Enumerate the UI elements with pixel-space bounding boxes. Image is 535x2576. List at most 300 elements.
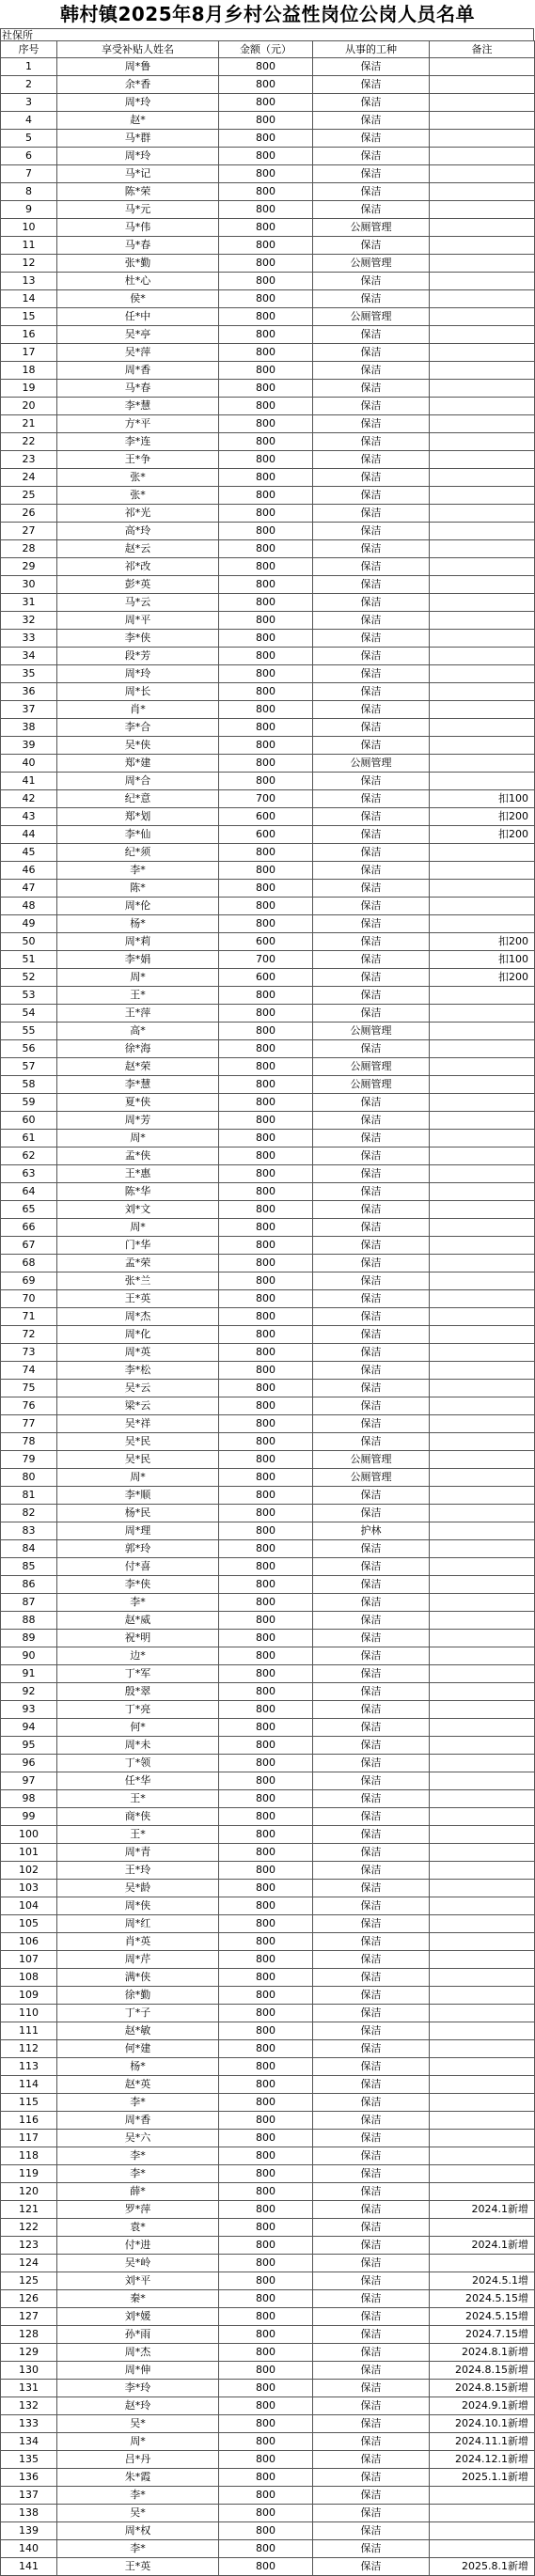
cell-note: 2024.7.15增 bbox=[430, 2326, 535, 2344]
cell-index: 25 bbox=[1, 487, 57, 505]
table-row bbox=[1, 1897, 535, 1915]
cell-note: 2024.1新增 bbox=[430, 2237, 535, 2255]
cell-note bbox=[430, 1487, 535, 1505]
cell-name: 丁*子 bbox=[57, 2005, 219, 2022]
cell-amount: 800 bbox=[219, 576, 313, 594]
cell-name: 赵*威 bbox=[57, 1612, 219, 1630]
cell-name: 李* bbox=[57, 2540, 219, 2558]
cell-amount: 800 bbox=[219, 1540, 313, 1558]
cell-job: 保洁 bbox=[313, 2076, 430, 2094]
cell-job: 保洁 bbox=[313, 612, 430, 630]
cell-job: 保洁 bbox=[313, 2040, 430, 2058]
table-row bbox=[1, 2040, 535, 2058]
cell-index: 33 bbox=[1, 630, 57, 648]
cell-name: 赵*敏 bbox=[57, 2022, 219, 2040]
cell-name: 周*莉 bbox=[57, 933, 219, 951]
cell-amount: 800 bbox=[219, 1808, 313, 1826]
cell-job: 保洁 bbox=[313, 1772, 430, 1790]
cell-name: 何* bbox=[57, 1719, 219, 1737]
cell-amount: 800 bbox=[219, 1362, 313, 1380]
table-row bbox=[1, 1023, 535, 1040]
table-row bbox=[1, 2237, 535, 2255]
cell-job: 公厕管理 bbox=[313, 1469, 430, 1487]
cell-note bbox=[430, 665, 535, 683]
cell-job: 保洁 bbox=[313, 2451, 430, 2469]
table-row bbox=[1, 326, 535, 344]
table-body bbox=[1, 58, 535, 2576]
cell-job: 保洁 bbox=[313, 1219, 430, 1237]
cell-amount: 800 bbox=[219, 773, 313, 790]
cell-job: 保洁 bbox=[313, 487, 430, 505]
cell-index: 103 bbox=[1, 1880, 57, 1897]
cell-index: 9 bbox=[1, 201, 57, 219]
cell-job: 保洁 bbox=[313, 1576, 430, 1594]
cell-job: 保洁 bbox=[313, 1505, 430, 1522]
cell-index: 114 bbox=[1, 2076, 57, 2094]
cell-job: 公厕管理 bbox=[313, 308, 430, 326]
table-row bbox=[1, 2183, 535, 2201]
cell-note bbox=[430, 1808, 535, 1826]
cell-index: 117 bbox=[1, 2130, 57, 2147]
cell-amount: 800 bbox=[219, 130, 313, 148]
table-row bbox=[1, 2147, 535, 2165]
cell-amount: 800 bbox=[219, 2344, 313, 2362]
cell-name: 周*芳 bbox=[57, 1112, 219, 1130]
cell-note bbox=[430, 1023, 535, 1040]
cell-name: 周*香 bbox=[57, 362, 219, 380]
cell-amount: 800 bbox=[219, 362, 313, 380]
cell-name: 段*芳 bbox=[57, 648, 219, 665]
table-row bbox=[1, 2308, 535, 2326]
cell-amount: 800 bbox=[219, 1683, 313, 1701]
cell-note bbox=[430, 451, 535, 469]
cell-note: 2024.12.1新增 bbox=[430, 2451, 535, 2469]
cell-job: 保洁 bbox=[313, 630, 430, 648]
cell-job: 保洁 bbox=[313, 183, 430, 201]
cell-amount: 800 bbox=[219, 2219, 313, 2237]
cell-name: 吴*祥 bbox=[57, 1415, 219, 1433]
cell-name: 吴*侠 bbox=[57, 737, 219, 755]
cell-note bbox=[430, 1058, 535, 1076]
cell-note bbox=[430, 737, 535, 755]
table-row bbox=[1, 1201, 535, 1219]
cell-index: 44 bbox=[1, 826, 57, 844]
table-row bbox=[1, 1272, 535, 1290]
cell-name: 吴*民 bbox=[57, 1433, 219, 1451]
cell-index: 41 bbox=[1, 773, 57, 790]
table-row bbox=[1, 1790, 535, 1808]
table-row bbox=[1, 1755, 535, 1772]
table-row bbox=[1, 76, 535, 94]
table-row bbox=[1, 362, 535, 380]
cell-index: 72 bbox=[1, 1326, 57, 1344]
cell-note bbox=[430, 237, 535, 255]
cell-amount: 800 bbox=[219, 1183, 313, 1201]
cell-name: 周*侠 bbox=[57, 1897, 219, 1915]
cell-index: 6 bbox=[1, 148, 57, 165]
table-row bbox=[1, 1344, 535, 1362]
cell-name: 周* bbox=[57, 1469, 219, 1487]
cell-index: 49 bbox=[1, 915, 57, 933]
cell-job: 保洁 bbox=[313, 1594, 430, 1612]
cell-index: 54 bbox=[1, 1005, 57, 1023]
header-job: 从事的工种 bbox=[313, 41, 430, 58]
cell-name: 任*华 bbox=[57, 1772, 219, 1790]
cell-note: 扣200 bbox=[430, 933, 535, 951]
cell-name: 周*理 bbox=[57, 1522, 219, 1540]
header-index: 序号 bbox=[1, 41, 57, 58]
cell-name: 郭*玲 bbox=[57, 1540, 219, 1558]
cell-amount: 800 bbox=[219, 2326, 313, 2344]
cell-amount: 800 bbox=[219, 1451, 313, 1469]
cell-note bbox=[430, 2183, 535, 2201]
cell-note: 2025.1.1新增 bbox=[430, 2469, 535, 2487]
cell-note bbox=[430, 344, 535, 362]
cell-job: 保洁 bbox=[313, 1862, 430, 1880]
cell-index: 113 bbox=[1, 2058, 57, 2076]
cell-amount: 800 bbox=[219, 523, 313, 540]
cell-job: 保洁 bbox=[313, 594, 430, 612]
cell-note bbox=[430, 2505, 535, 2522]
cell-index: 90 bbox=[1, 1647, 57, 1665]
cell-job: 保洁 bbox=[313, 380, 430, 398]
cell-name: 王* bbox=[57, 987, 219, 1005]
table-row bbox=[1, 1862, 535, 1880]
cell-amount: 800 bbox=[219, 755, 313, 773]
table-row bbox=[1, 1522, 535, 1540]
cell-note bbox=[430, 1397, 535, 1415]
cell-index: 100 bbox=[1, 1826, 57, 1844]
table-row bbox=[1, 1576, 535, 1594]
cell-index: 108 bbox=[1, 1969, 57, 1987]
cell-amount: 800 bbox=[219, 719, 313, 737]
cell-name: 周*红 bbox=[57, 1915, 219, 1933]
cell-name: 赵*玲 bbox=[57, 2397, 219, 2415]
cell-job: 保洁 bbox=[313, 1951, 430, 1969]
cell-amount: 800 bbox=[219, 1933, 313, 1951]
cell-name: 周*伦 bbox=[57, 898, 219, 915]
cell-note bbox=[430, 94, 535, 112]
cell-name: 高*玲 bbox=[57, 523, 219, 540]
cell-name: 刘*平 bbox=[57, 2272, 219, 2290]
cell-note bbox=[430, 1540, 535, 1558]
cell-note bbox=[430, 1790, 535, 1808]
cell-index: 133 bbox=[1, 2415, 57, 2433]
cell-note bbox=[430, 2147, 535, 2165]
table-row bbox=[1, 1076, 535, 1094]
cell-name: 周*鲁 bbox=[57, 58, 219, 76]
cell-amount: 800 bbox=[219, 1755, 313, 1772]
cell-name: 马*记 bbox=[57, 165, 219, 183]
cell-index: 46 bbox=[1, 862, 57, 880]
cell-name: 张* bbox=[57, 469, 219, 487]
cell-index: 119 bbox=[1, 2165, 57, 2183]
cell-job: 公厕管理 bbox=[313, 755, 430, 773]
cell-amount: 800 bbox=[219, 1844, 313, 1862]
cell-index: 136 bbox=[1, 2469, 57, 2487]
cell-index: 40 bbox=[1, 755, 57, 773]
cell-amount: 800 bbox=[219, 2165, 313, 2183]
cell-note bbox=[430, 2022, 535, 2040]
cell-job: 保洁 bbox=[313, 969, 430, 987]
cell-note bbox=[430, 862, 535, 880]
cell-amount: 800 bbox=[219, 1237, 313, 1255]
cell-job: 保洁 bbox=[313, 344, 430, 362]
table-row bbox=[1, 1737, 535, 1755]
cell-job: 保洁 bbox=[313, 1130, 430, 1147]
cell-index: 80 bbox=[1, 1469, 57, 1487]
cell-note bbox=[430, 844, 535, 862]
cell-note: 2024.5.15增 bbox=[430, 2308, 535, 2326]
cell-job: 保洁 bbox=[313, 1826, 430, 1844]
cell-index: 74 bbox=[1, 1362, 57, 1380]
cell-note bbox=[430, 987, 535, 1005]
cell-index: 109 bbox=[1, 1987, 57, 2005]
cell-index: 106 bbox=[1, 1933, 57, 1951]
cell-amount: 800 bbox=[219, 2058, 313, 2076]
cell-amount: 800 bbox=[219, 290, 313, 308]
table-row bbox=[1, 1183, 535, 1201]
cell-index: 1 bbox=[1, 58, 57, 76]
cell-index: 131 bbox=[1, 2380, 57, 2397]
table-row bbox=[1, 2130, 535, 2147]
cell-job: 保洁 bbox=[313, 1683, 430, 1701]
table-row bbox=[1, 1219, 535, 1237]
cell-job: 保洁 bbox=[313, 523, 430, 540]
cell-name: 周*香 bbox=[57, 2112, 219, 2130]
cell-name: 周*英 bbox=[57, 1344, 219, 1362]
table-row bbox=[1, 451, 535, 469]
cell-name: 郑*建 bbox=[57, 755, 219, 773]
cell-job: 保洁 bbox=[313, 987, 430, 1005]
cell-job: 公厕管理 bbox=[313, 1023, 430, 1040]
cell-name: 马*群 bbox=[57, 130, 219, 148]
cell-amount: 800 bbox=[219, 1076, 313, 1094]
cell-amount: 800 bbox=[219, 2487, 313, 2505]
cell-job: 保洁 bbox=[313, 2165, 430, 2183]
cell-amount: 800 bbox=[219, 398, 313, 415]
cell-job: 保洁 bbox=[313, 1147, 430, 1165]
table-row bbox=[1, 2344, 535, 2362]
cell-job: 保洁 bbox=[313, 1755, 430, 1772]
cell-index: 19 bbox=[1, 380, 57, 398]
table-row bbox=[1, 2469, 535, 2487]
table-row bbox=[1, 987, 535, 1005]
cell-amount: 800 bbox=[219, 1344, 313, 1362]
table-row bbox=[1, 2290, 535, 2308]
cell-note bbox=[430, 2094, 535, 2112]
cell-amount: 800 bbox=[219, 219, 313, 237]
cell-amount: 800 bbox=[219, 2397, 313, 2415]
cell-name: 纪*意 bbox=[57, 790, 219, 808]
cell-job: 保洁 bbox=[313, 665, 430, 683]
cell-note bbox=[430, 773, 535, 790]
cell-index: 104 bbox=[1, 1897, 57, 1915]
table-row bbox=[1, 505, 535, 523]
cell-note bbox=[430, 1326, 535, 1344]
cell-amount: 800 bbox=[219, 1951, 313, 1969]
cell-name: 陈*荣 bbox=[57, 183, 219, 201]
cell-amount: 800 bbox=[219, 433, 313, 451]
cell-note bbox=[430, 1201, 535, 1219]
cell-note bbox=[430, 683, 535, 701]
cell-job: 保洁 bbox=[313, 844, 430, 862]
cell-job: 保洁 bbox=[313, 2558, 430, 2576]
cell-note bbox=[430, 1219, 535, 1237]
cell-name: 祁*改 bbox=[57, 558, 219, 576]
cell-name: 周* bbox=[57, 2433, 219, 2451]
table-row bbox=[1, 1612, 535, 1630]
cell-job: 保洁 bbox=[313, 1380, 430, 1397]
cell-amount: 800 bbox=[219, 1023, 313, 1040]
cell-job: 保洁 bbox=[313, 826, 430, 844]
cell-note bbox=[430, 915, 535, 933]
cell-amount: 800 bbox=[219, 1772, 313, 1790]
cell-name: 李*合 bbox=[57, 719, 219, 737]
cell-name: 李*侠 bbox=[57, 630, 219, 648]
table-row bbox=[1, 701, 535, 719]
cell-note bbox=[430, 273, 535, 290]
cell-job: 保洁 bbox=[313, 2255, 430, 2272]
cell-job: 保洁 bbox=[313, 737, 430, 755]
cell-note bbox=[430, 1183, 535, 1201]
cell-name: 李* bbox=[57, 2094, 219, 2112]
cell-amount: 800 bbox=[219, 1647, 313, 1665]
cell-job: 保洁 bbox=[313, 2219, 430, 2237]
table-row bbox=[1, 1147, 535, 1165]
cell-note bbox=[430, 1630, 535, 1647]
cell-amount: 800 bbox=[219, 2362, 313, 2380]
cell-note bbox=[430, 1612, 535, 1630]
cell-note bbox=[430, 576, 535, 594]
table-row bbox=[1, 1880, 535, 1897]
cell-job: 保洁 bbox=[313, 1183, 430, 1201]
cell-index: 57 bbox=[1, 1058, 57, 1076]
cell-job: 公厕管理 bbox=[313, 1076, 430, 1094]
cell-index: 123 bbox=[1, 2237, 57, 2255]
cell-note bbox=[430, 1165, 535, 1183]
cell-index: 56 bbox=[1, 1040, 57, 1058]
cell-index: 77 bbox=[1, 1415, 57, 1433]
cell-name: 吴* bbox=[57, 2415, 219, 2433]
cell-note bbox=[430, 630, 535, 648]
table-row bbox=[1, 344, 535, 362]
cell-amount: 700 bbox=[219, 951, 313, 969]
cell-job: 保洁 bbox=[313, 2505, 430, 2522]
table-row bbox=[1, 1326, 535, 1344]
cell-job: 护林 bbox=[313, 1522, 430, 1540]
cell-amount: 800 bbox=[219, 2094, 313, 2112]
table-row bbox=[1, 415, 535, 433]
cell-amount: 800 bbox=[219, 1701, 313, 1719]
table-row bbox=[1, 2540, 535, 2558]
cell-job: 保洁 bbox=[313, 1612, 430, 1630]
cell-amount: 800 bbox=[219, 2147, 313, 2165]
cell-amount: 800 bbox=[219, 1040, 313, 1058]
table-row bbox=[1, 1987, 535, 2005]
cell-index: 79 bbox=[1, 1451, 57, 1469]
table-row bbox=[1, 1772, 535, 1790]
table-row bbox=[1, 469, 535, 487]
cell-index: 70 bbox=[1, 1290, 57, 1308]
cell-note bbox=[430, 433, 535, 451]
cell-amount: 800 bbox=[219, 1380, 313, 1397]
cell-job: 保洁 bbox=[313, 1237, 430, 1255]
cell-note bbox=[430, 219, 535, 237]
cell-job: 保洁 bbox=[313, 1647, 430, 1665]
table-row bbox=[1, 773, 535, 790]
table-row bbox=[1, 2326, 535, 2344]
cell-amount: 800 bbox=[219, 1897, 313, 1915]
cell-name: 周*杰 bbox=[57, 1308, 219, 1326]
cell-amount: 800 bbox=[219, 1326, 313, 1344]
table-row bbox=[1, 648, 535, 665]
cell-note bbox=[430, 540, 535, 558]
cell-index: 84 bbox=[1, 1540, 57, 1558]
cell-amount: 800 bbox=[219, 1630, 313, 1647]
cell-index: 125 bbox=[1, 2272, 57, 2290]
table-row bbox=[1, 1808, 535, 1826]
header-name: 享受补贴人姓名 bbox=[57, 41, 219, 58]
table-row bbox=[1, 1094, 535, 1112]
table-row bbox=[1, 290, 535, 308]
table-row bbox=[1, 1683, 535, 1701]
cell-amount: 800 bbox=[219, 1112, 313, 1130]
cell-index: 135 bbox=[1, 2451, 57, 2469]
cell-name: 祝*明 bbox=[57, 1630, 219, 1647]
cell-amount: 800 bbox=[219, 2112, 313, 2130]
cell-job: 保洁 bbox=[313, 2380, 430, 2397]
cell-job: 保洁 bbox=[313, 505, 430, 523]
cell-amount: 800 bbox=[219, 987, 313, 1005]
table-row bbox=[1, 1558, 535, 1576]
table-row bbox=[1, 1237, 535, 1255]
cell-index: 111 bbox=[1, 2022, 57, 2040]
cell-note bbox=[430, 1005, 535, 1023]
table-row bbox=[1, 1665, 535, 1683]
cell-job: 保洁 bbox=[313, 701, 430, 719]
table-row bbox=[1, 2094, 535, 2112]
cell-amount: 800 bbox=[219, 2558, 313, 2576]
cell-name: 李*玲 bbox=[57, 2380, 219, 2397]
cell-index: 29 bbox=[1, 558, 57, 576]
cell-name: 丁*领 bbox=[57, 1755, 219, 1772]
cell-index: 53 bbox=[1, 987, 57, 1005]
cell-index: 23 bbox=[1, 451, 57, 469]
cell-amount: 800 bbox=[219, 1415, 313, 1433]
table-row bbox=[1, 487, 535, 505]
table-row bbox=[1, 1415, 535, 1433]
cell-job: 保洁 bbox=[313, 1415, 430, 1433]
table-row bbox=[1, 719, 535, 737]
cell-index: 63 bbox=[1, 1165, 57, 1183]
cell-index: 86 bbox=[1, 1576, 57, 1594]
table-row bbox=[1, 2255, 535, 2272]
cell-name: 李*娟 bbox=[57, 951, 219, 969]
cell-name: 王*英 bbox=[57, 2558, 219, 2576]
table-row bbox=[1, 1915, 535, 1933]
cell-note bbox=[430, 1594, 535, 1612]
cell-amount: 800 bbox=[219, 1915, 313, 1933]
cell-job: 保洁 bbox=[313, 1790, 430, 1808]
cell-job: 保洁 bbox=[313, 469, 430, 487]
cell-index: 28 bbox=[1, 540, 57, 558]
cell-amount: 800 bbox=[219, 183, 313, 201]
cell-amount: 800 bbox=[219, 1594, 313, 1612]
table-row bbox=[1, 58, 535, 76]
cell-index: 116 bbox=[1, 2112, 57, 2130]
cell-note bbox=[430, 1969, 535, 1987]
